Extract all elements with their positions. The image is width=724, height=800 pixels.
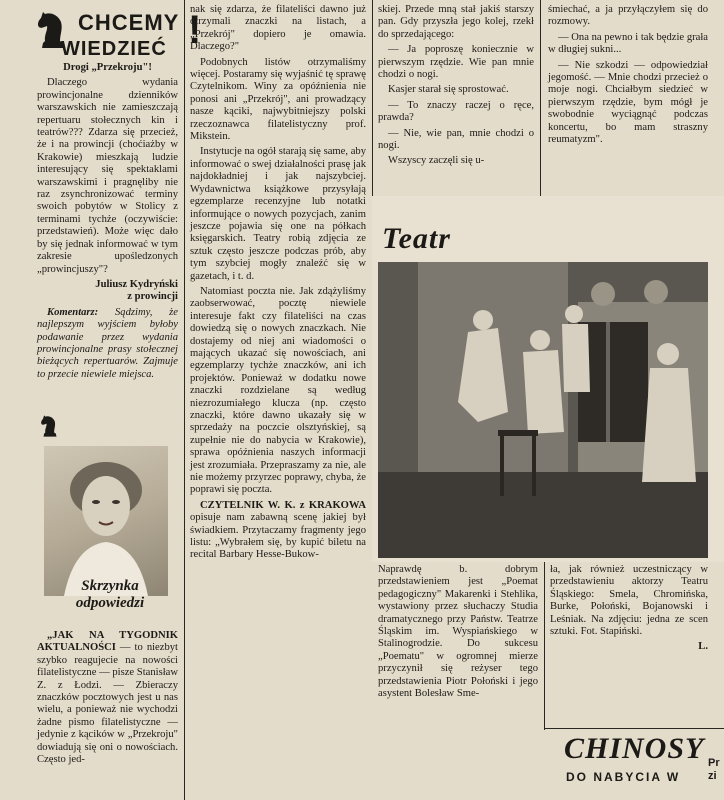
right-a-p6: Wszyscy zaczęli się u-: [388, 155, 485, 167]
right-column-a: [378, 4, 534, 171]
right-a-p4: — To znaczy raczej o ręce, prawda?: [378, 99, 534, 124]
heading-exclamation: !: [188, 8, 202, 52]
right-column-b: [548, 4, 708, 149]
middle-p4: Natomiast poczta nie. Jak zdążyliśmy zaobserwować, pocztę niewiele interesuje fakt czy filateliści na czas dowiedzą się o nowych znaczkach. Nie dostajemy od niej ani wiadomości o mających ukazać się nowościach, ani egzemplarzy tychże znaczków, ani ich projektów. Ponieważ w dodatku nowe znaczki rozdzielane są według niezrozumiałego klucza (np. często znaczki, które dawno ukazały się w sprzedaży na poczcie olsztyńskiej, są zupełnie nie do nabycia w Krakowie), sprawa opóźnienia naszych informacji jest zrozumiała. Przepraszamy za nie, ale nie możemy przyrzec poprawy, chyba, że poprawi się poczta.: [190, 285, 366, 496]
letter-salutation: Drogi „Przekroju"!: [63, 62, 152, 73]
column-rule-3: [540, 0, 541, 196]
right-a-p3: Kasjer starał się sprostować.: [388, 84, 509, 96]
teatr-caption-b-text: ła, jak również uczestniczący w przedstawieniu aktorzy Teatru Śląskiego: Smela, Chromińska, Burke, Połoński, Bojanowski i Leśniak. Na zdjęciu: jedna ze scen sztuki. Fot. Stapiński.: [550, 564, 708, 638]
middle-p1: nak się zdarza, że filateliści dawno już otrzymali znaczki na listach, a „Przekrój" dopiero je omawia. Dlaczego?": [190, 4, 366, 53]
chess-knight-small-icon: [40, 414, 60, 438]
right-b-p1: śmiechać, a ja przyłączyłem się do rozmowy.: [548, 4, 708, 28]
middle-column: [190, 4, 366, 565]
skrzynka-odpowiedzi-title: Skrzynka odpowiedzi: [75, 578, 145, 611]
chcemy-wiedziec-heading: [36, 6, 204, 62]
teatr-caption-a: [378, 564, 538, 703]
chinosy-ad-brand: CHINOSY: [564, 732, 705, 765]
letter-body: Dlaczego wydania prowincjonalne dzienników warszawskich nie zamieszczają repertuaru stołecznych kin i teatrów??? Zdarza się przecież, że i na prowincji (choćiażby w Krakowie) mieszkają ludzie interesujący się spektaklami warszawskimi i pragnęliby nie raz zsynchronizować terminy swoich pobytów w Stolicy z terminami tychże (oczywiście: przedstawień). Może więc dało by się jednak informować w tym zakresie upośledzonych „prowincjuszy"?: [37, 77, 178, 275]
chinosy-ad-line: DO NABYCIA W: [566, 770, 681, 784]
column-rule-4: [544, 562, 545, 730]
portrait-photo: [44, 446, 168, 596]
heading-chcemy: CHCEMY: [78, 10, 180, 35]
middle-p2: Podobnych listów otrzymaliśmy więcej. Postaramy się wyjaśnić tę sprawę Czytelnikom. Winy za opóźnienia nie ponosi ani „Przekrój", ani prowadzący nasze kąciki, najwybitniejszy polski rzeczoznawca filatelistyczny prof. Mikstein.: [190, 56, 366, 143]
theatre-scene-photo: [378, 262, 708, 558]
right-a-p2: — Ja poproszę koniecznie w pierwszym rzędzie. Wie pan mnie chodzi o nogi.: [378, 44, 534, 81]
right-a-p5: — Nie, wie pan, mnie chodzi o nogi.: [378, 127, 534, 152]
komentarz-paragraph: Komentarz: Sądzimy, że najlepszym wyjściem byłoby podawanie przez wydania prowincjonalne prasy stołecznej bieżących repertuarów. Zajmuje to przecie niewiele miejsca.: [37, 306, 178, 380]
column-rule-1: [184, 0, 185, 800]
portrait-illustration: [44, 446, 168, 596]
chinosy-ad-side: Pr zi: [708, 757, 720, 782]
right-b-p2: — Ona na pewno i tak będzie grała w długiej sukni...: [548, 31, 708, 56]
middle-p5: CZYTELNIK W. K. z KRAKOWA opisuje nam zabawną scenę jakiej był świadkiem. Przytaczamy fragmenty jego listu: „Wybrałem się, by kupić biletu na recital Barbary Hesse-Bukow-: [190, 499, 366, 561]
ad-top-rule: [544, 728, 724, 729]
teatr-caption-b: [550, 564, 708, 657]
teatr-caption-a-text: Naprawdę b. dobrym przedstawieniem jest „Poemat pedagogiczny" Makarenki i Stehlika, wystawiony przez słuchaczy Studia dramatycznego przy Państw. Teatrze Śląskim im. Wyspiańskiego w Stalinogrodzie. Do sukcesu „Poematu" w ogromnej mierze przyczynił się reżyser tego przedstawienia Piotr Połoński i jego asystent Bolesław Sme-: [378, 564, 538, 700]
skrzynka-column: [37, 630, 178, 769]
teatr-caption-signature: L.: [698, 641, 708, 653]
middle-p3: Instytucje na ogół starają się same, aby informować o swej działalności prasę jak najdokładniej i jak najszybciej. Wydawnictwa książkowe przysyłają egzemplarze recenzyjne lub notatki informujące o nowych pozycjach, zanim jeszcze pojawia się one na półkach księgarskich. Teatry robią zdjęcia ze sztuk często jeszcze podczas prób, aby tym szybciej mogły znaleźć się w gazetach, i t. d.: [190, 146, 366, 282]
theatre-scene-illustration: [378, 262, 708, 558]
letter-column: [37, 62, 178, 384]
letter-signature: Juliusz Kydryński z prowincji: [95, 278, 178, 303]
right-a-p1: skiej. Przede mną stał jakiś starszy pan. Gdy przyszła jego kolej, rzekł do sprzedającego:: [378, 4, 534, 40]
column-rule-2: [372, 0, 373, 196]
skrzynka-paragraph: „JAK NA TYGODNIK AKTUALNOŚCI — to niezbyt szybko reagujecie na nowości filatelistyczne — pisze Stanisław Z. z Łodzi. — Zbieraczy znaczków pocztowych jest u nas wielu, a ponieważ nie wychodzi żadne pismo filatelistyczne — jedynie z kącików w „Przekroju" dowiadują się oni o nowościach. Często jed-: [37, 630, 178, 766]
teatr-title: Teatr: [382, 222, 451, 255]
heading-wiedziec: WIEDZIEĆ: [61, 38, 167, 60]
right-b-p3: — Nie szkodzi — odpowiedział jegomość. — Mnie chodzi przecież o moje nogi. Chciałbym siedzieć w pierwszym rzędzie, bym mógł je swobodnie wyciągnąć podczas koncertu, bo mam straszny reumatyzm".: [548, 59, 708, 146]
